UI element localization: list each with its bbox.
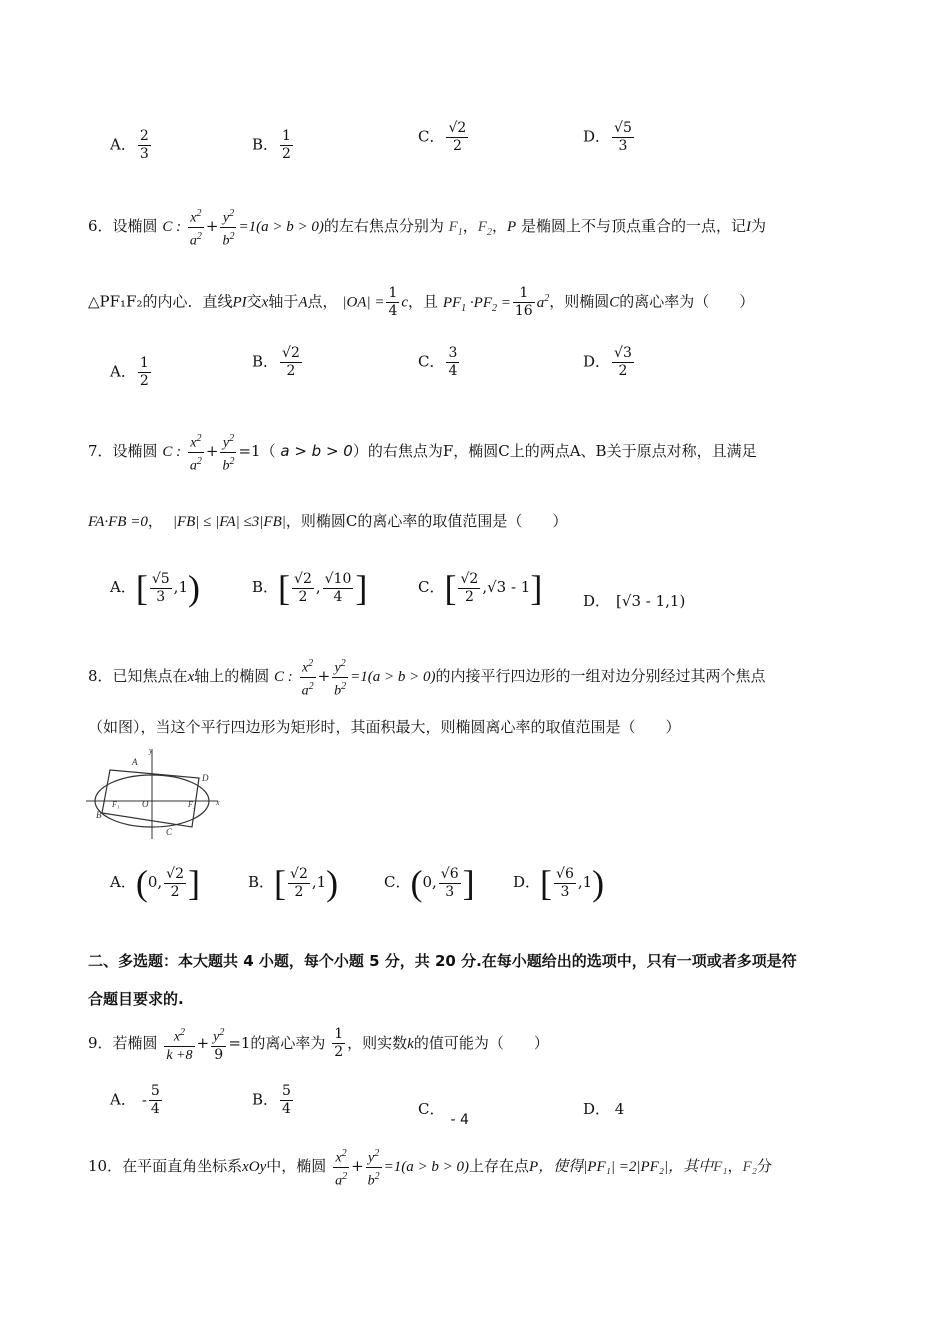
q6-line2: △PF₁F₂的内心．直线PI交x轴于A点， |OA| = $\frac{1}{4}$ c，且 $PF_1 \cdot PF_2$ = $\frac{1}{16}$ $a^2$，则椭圆C的离心率为（ ） <box>88 285 755 319</box>
q7-option-d: D． [√3 - 1,1) <box>583 592 686 610</box>
q8-option-d: D．[ $\frac{√6}{3}$ ,1) <box>513 863 605 903</box>
fig-label-f1: F₁ <box>112 800 120 809</box>
q9-option-b: B． $\frac{5}{4}$ <box>252 1083 291 1117</box>
q5-option-b: B． $\frac{1}{2}$ <box>252 128 291 162</box>
section2-heading-line2: 合题目要求的. <box>88 990 184 1008</box>
q8-option-c: C．(0, $\frac{√6}{3}$ ] <box>384 863 475 903</box>
q7-line1: 7．设椭圆 C : $\frac{x^2}{a^2}$ + $\frac{y^2}{b^2}$ =1（ a > b > 0）的右焦点为F，椭圆C上的两点A、B关于原点对称，且满足 <box>88 430 757 474</box>
q5-option-c: C． $\frac{√2}{2}$ <box>418 120 467 154</box>
q8-option-a: A．(0, $\frac{√2}{2}$ ] <box>110 863 200 903</box>
fig-label-x: x <box>216 798 220 807</box>
fig-label-o: O <box>142 799 149 809</box>
q6-line1: 6．设椭圆 C : $\frac{x^2}{a^2}$ + $\frac{y^2}{b^2}$ =1(a > b > 0)的左右焦点分别为 $F_1$，$F_2$，P 是椭圆上不与顶点重合的一点，记I为 <box>88 205 766 249</box>
q6-option-d: D． $\frac{√3}{2}$ <box>583 345 632 379</box>
q5-option-a: A． $\frac{2}{3}$ <box>110 128 149 162</box>
q6-option-b: B． $\frac{√2}{2}$ <box>252 345 300 379</box>
q6-option-a: A． $\frac{1}{2}$ <box>110 355 149 389</box>
fig-label-f2: F₂ <box>188 800 196 809</box>
q7-option-c: C．[ $\frac{√2}{2}$ ,√3 - 1] <box>418 568 543 608</box>
q9-option-d: D． 4 <box>583 1100 625 1118</box>
q8-line2: （如图），当这个平行四边形为矩形时，其面积最大，则椭圆离心率的取值范围是（ ） <box>88 718 681 736</box>
q7-option-a: A．[ $\frac{√5}{3}$ ,1) <box>110 568 200 608</box>
q6-option-c: C． $\frac{3}{4}$ <box>418 345 458 379</box>
q8-line1: 8．已知焦点在x轴上的椭圆 C : $\frac{x^2}{a^2}$ + $\frac{y^2}{b^2}$ =1(a > b > 0)的内接平行四边形的一组对边分别经过其两个焦点 <box>88 655 766 699</box>
q8-option-b: B．[ $\frac{√2}{2}$ ,1) <box>248 863 339 903</box>
fig-label-a: A <box>132 757 138 767</box>
q9-line1: 9．若椭圆 $\frac{x^2}{k +8}$ + $\frac{y^2}{9}$ =1的离心率为 $\frac{1}{2}$ ，则实数k的值可能为（ ） <box>88 1024 549 1064</box>
section2-heading-line1: 二、多选题：本大题共 4 小题，每个小题 5 分，共 20 分.在每小题给出的选项中，只有一项或者多项是符 <box>88 952 797 970</box>
q7-line2: FA·FB =0， |FB| ≤ |FA| ≤3|FB|，则椭圆C的离心率的取值范围是（ ） <box>88 512 568 530</box>
fig-label-d: D <box>202 773 209 783</box>
q10-line1: 10．在平面直角坐标系xOy中，椭圆 $\frac{x^2}{a^2}$ + $\frac{y^2}{b^2}$ =1(a > b > 0)上存在点P，使得|PF₁| =2|PF₂|，其中F₁，F₂分 <box>88 1145 772 1189</box>
fig-label-b: B <box>96 810 102 820</box>
q5-option-d: D． $\frac{√5}{3}$ <box>583 120 632 154</box>
fig-label-c: C <box>166 827 173 837</box>
q9-option-a: A． - $\frac{5}{4}$ <box>110 1083 160 1117</box>
fig-label-y: y <box>149 746 153 755</box>
q8-ellipse-figure <box>84 745 226 841</box>
q9-option-c: C．- 4 <box>418 1100 469 1128</box>
q7-option-b: B．[ $\frac{√2}{2}$ , $\frac{√10}{4}$ ] <box>252 568 368 608</box>
